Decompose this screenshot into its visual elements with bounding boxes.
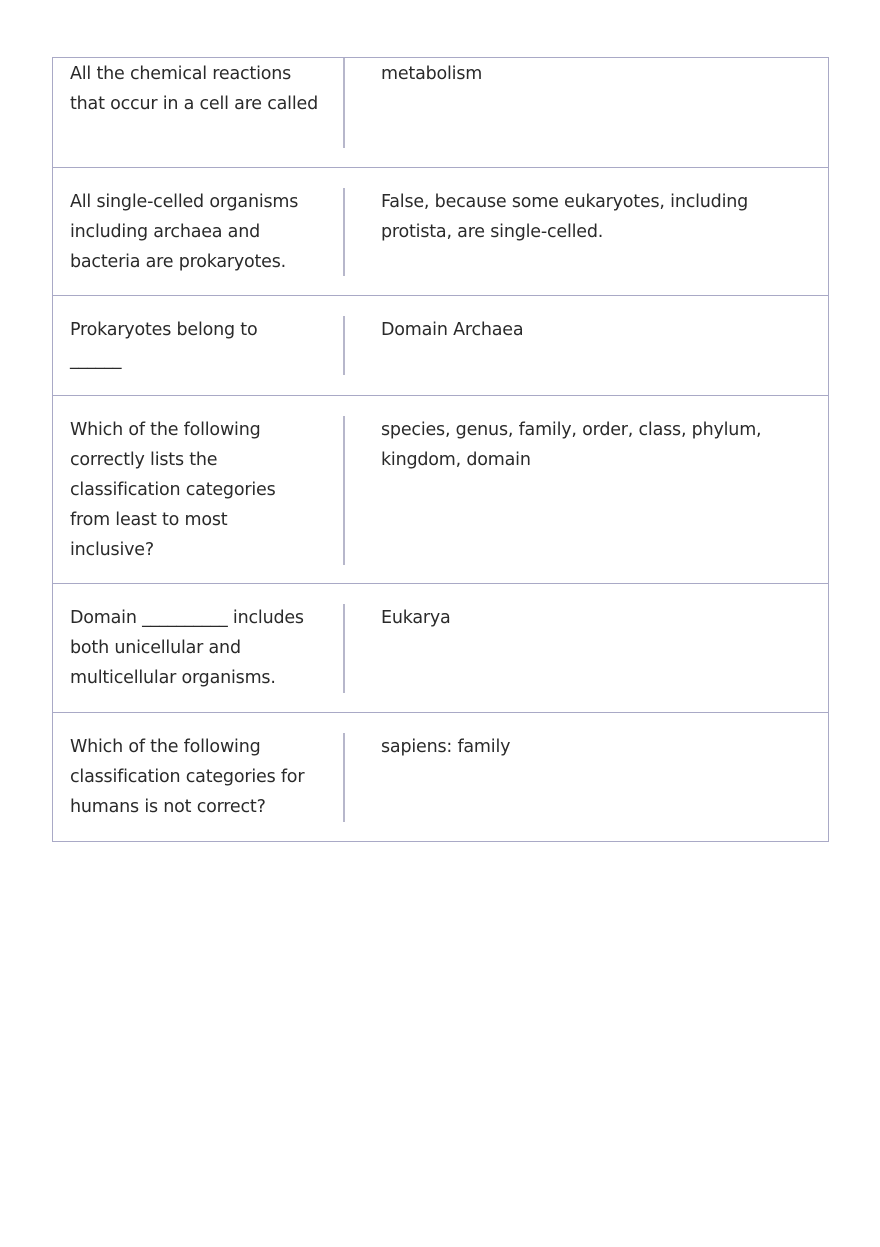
flashcard-definition: sapiens: family bbox=[381, 736, 511, 757]
flashcard bbox=[52, 712, 829, 842]
flashcard bbox=[52, 295, 829, 396]
card-divider bbox=[343, 604, 345, 693]
flashcard-term: Domain __________ includes both unicellular and multicellular organisms. bbox=[70, 608, 304, 688]
flashcard-definition: species, genus, family, order, class, phylum, kingdom, domain bbox=[381, 419, 762, 470]
flashcard-definition: Eukarya bbox=[381, 608, 451, 628]
flashcard-list bbox=[52, 57, 829, 842]
flashcard bbox=[52, 395, 829, 585]
card-divider bbox=[343, 188, 345, 276]
card-divider bbox=[343, 316, 345, 375]
flashcard-term: All single-celled organisms including archaea and bacteria are prokaryotes. bbox=[70, 191, 299, 272]
flashcard-definition: False, because some eukaryotes, including protista, are single-celled. bbox=[381, 191, 749, 242]
flashcard-term: Which of the following classification categories for humans is not correct? bbox=[70, 736, 305, 817]
flashcard-term: Prokaryotes belong to ______ bbox=[70, 320, 258, 370]
flashcard bbox=[52, 57, 829, 168]
flashcard-definition: Domain Archaea bbox=[381, 320, 524, 340]
flashcard-term: Which of the following correctly lists the classification categories from least to most inclusive? bbox=[70, 419, 276, 560]
card-divider bbox=[343, 416, 345, 565]
flashcard-term: All the chemical reactions that occur in a cell are called bbox=[70, 64, 318, 114]
card-divider bbox=[343, 58, 345, 148]
flashcard-definition: metabolism bbox=[381, 64, 483, 84]
flashcard bbox=[52, 167, 829, 297]
card-divider bbox=[343, 733, 345, 822]
flashcard bbox=[52, 583, 829, 713]
